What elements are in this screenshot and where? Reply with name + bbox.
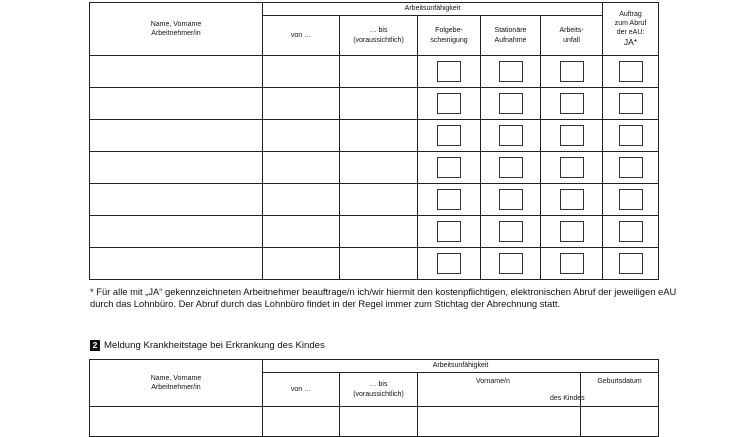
row-followup-cell xyxy=(418,56,481,88)
row-eau-cell xyxy=(603,184,659,216)
inpatient-checkbox[interactable] xyxy=(499,221,523,242)
followup-checkbox[interactable] xyxy=(437,93,461,114)
row-accident-cell xyxy=(541,216,603,248)
row-from-cell[interactable] xyxy=(263,216,340,248)
accident-checkbox[interactable] xyxy=(560,221,584,242)
header-name: Name, Vorname Arbeitnehmer/in xyxy=(90,3,263,56)
table-row xyxy=(90,120,659,152)
section-2-heading xyxy=(90,340,325,351)
accident-checkbox[interactable] xyxy=(560,125,584,146)
row-to-cell[interactable] xyxy=(340,88,418,120)
row-from-cell[interactable] xyxy=(263,152,340,184)
accident-checkbox[interactable] xyxy=(560,61,584,82)
row-accident-cell xyxy=(541,120,603,152)
eau-checkbox[interactable] xyxy=(619,125,643,146)
accident-checkbox[interactable] xyxy=(560,157,584,178)
eau-order-ja: JA* xyxy=(623,37,638,48)
row-followup-cell xyxy=(418,120,481,152)
row-followup-cell xyxy=(418,248,481,280)
row-eau-cell xyxy=(603,152,659,184)
row-accident-cell xyxy=(541,56,603,88)
row-name-cell[interactable] xyxy=(90,152,263,184)
row-inpatient-cell xyxy=(481,88,541,120)
row-from-cell[interactable] xyxy=(263,248,340,280)
section-number: 2 xyxy=(90,340,100,351)
eau-order-label: Auftrag zum Abruf der eAU: xyxy=(614,10,647,36)
accident-checkbox[interactable] xyxy=(560,253,584,274)
row-inpatient-cell xyxy=(481,216,541,248)
eau-checkbox[interactable] xyxy=(619,221,643,242)
header-accident: Arbeits- unfall xyxy=(541,16,603,56)
row-followup-cell xyxy=(418,88,481,120)
header-eau-order xyxy=(603,3,659,56)
followup-checkbox[interactable] xyxy=(437,125,461,146)
row-followup-cell xyxy=(418,216,481,248)
row-accident-cell xyxy=(541,152,603,184)
row-from-cell[interactable] xyxy=(263,120,340,152)
row-to-cell[interactable] xyxy=(340,152,418,184)
table-row xyxy=(90,56,659,88)
row-accident-cell xyxy=(541,248,603,280)
followup-checkbox[interactable] xyxy=(437,253,461,274)
row-to-cell[interactable] xyxy=(340,56,418,88)
header-followup: Folgebe- scheinigung xyxy=(418,16,481,56)
row-followup-cell xyxy=(418,184,481,216)
row-from-cell[interactable] xyxy=(263,88,340,120)
row-inpatient-cell xyxy=(481,152,541,184)
row-accident-cell xyxy=(541,88,603,120)
followup-checkbox[interactable] xyxy=(437,61,461,82)
table-row xyxy=(90,184,659,216)
inpatient-checkbox[interactable] xyxy=(499,157,523,178)
followup-checkbox[interactable] xyxy=(437,189,461,210)
row-followup-cell xyxy=(418,152,481,184)
t2-header-to: … bis (voraussichtlich) xyxy=(340,373,418,407)
row-name-cell[interactable] xyxy=(90,88,263,120)
header-incapacity: Arbeitsunfähigkeit xyxy=(263,3,603,16)
accident-checkbox[interactable] xyxy=(560,189,584,210)
row-to-cell[interactable] xyxy=(340,120,418,152)
row-to-cell[interactable] xyxy=(340,216,418,248)
accident-checkbox[interactable] xyxy=(560,93,584,114)
sick-leave-table xyxy=(89,2,659,280)
row-eau-cell xyxy=(603,88,659,120)
row-eau-cell xyxy=(603,216,659,248)
eau-checkbox[interactable] xyxy=(619,93,643,114)
table-row xyxy=(90,248,659,280)
followup-checkbox[interactable] xyxy=(437,221,461,242)
t2-row-from[interactable] xyxy=(263,407,340,437)
t2-row-name[interactable] xyxy=(90,407,263,437)
eau-checkbox[interactable] xyxy=(619,253,643,274)
inpatient-checkbox[interactable] xyxy=(499,189,523,210)
header-to: … bis (voraussichtlich) xyxy=(340,16,418,56)
child-suffix: des Kindes xyxy=(550,395,585,402)
inpatient-checkbox[interactable] xyxy=(499,253,523,274)
eau-checkbox[interactable] xyxy=(619,61,643,82)
row-eau-cell xyxy=(603,248,659,280)
eau-checkbox[interactable] xyxy=(619,157,643,178)
row-inpatient-cell xyxy=(481,120,541,152)
t2-row-child-name[interactable] xyxy=(418,407,581,437)
row-from-cell[interactable] xyxy=(263,56,340,88)
table-row xyxy=(90,88,659,120)
section-title: Meldung Krankheitstage bei Erkrankung des Kindes xyxy=(104,340,325,351)
table-row xyxy=(90,216,659,248)
row-inpatient-cell xyxy=(481,248,541,280)
t2-header-birthdate xyxy=(581,373,659,407)
eau-checkbox[interactable] xyxy=(619,189,643,210)
row-name-cell[interactable] xyxy=(90,248,263,280)
row-from-cell[interactable] xyxy=(263,184,340,216)
inpatient-checkbox[interactable] xyxy=(499,125,523,146)
t2-row-to[interactable] xyxy=(340,407,418,437)
row-to-cell[interactable] xyxy=(340,248,418,280)
row-to-cell[interactable] xyxy=(340,184,418,216)
t2-row-birthdate[interactable] xyxy=(581,407,659,437)
header-inpatient: Stationäre Aufnahme xyxy=(481,16,541,56)
row-name-cell[interactable] xyxy=(90,56,263,88)
child-name-label: Vorname/n xyxy=(476,378,510,385)
table-row xyxy=(90,152,659,184)
row-inpatient-cell xyxy=(481,184,541,216)
inpatient-checkbox[interactable] xyxy=(499,61,523,82)
row-eau-cell xyxy=(603,120,659,152)
t2-header-incapacity: Arbeitsunfähigkeit xyxy=(263,360,659,373)
birthdate-label: Geburtsdatum xyxy=(597,378,642,385)
row-eau-cell xyxy=(603,56,659,88)
t2-header-from: von … xyxy=(263,373,340,407)
row-name-cell[interactable] xyxy=(90,216,263,248)
row-accident-cell xyxy=(541,184,603,216)
t2-header-name: Name, Vorname Arbeitnehmer/in xyxy=(90,360,263,407)
row-name-cell[interactable] xyxy=(90,120,263,152)
row-name-cell[interactable] xyxy=(90,184,263,216)
row-inpatient-cell xyxy=(481,56,541,88)
header-from: von … xyxy=(263,16,340,56)
inpatient-checkbox[interactable] xyxy=(499,93,523,114)
followup-checkbox[interactable] xyxy=(437,157,461,178)
footnote: * Für alle mit „JA“ gekennzeichneten Arbeitnehmer beauftrage/n ich/wir hiermit den kostenpflichtigen, elektronischen Abruf der jeweiligen eAU durch das Lohnbüro. Der Abruf durch das Lohnbüro findet in der Regel immer zum Stichtag der Abrechnung statt. xyxy=(90,286,677,309)
